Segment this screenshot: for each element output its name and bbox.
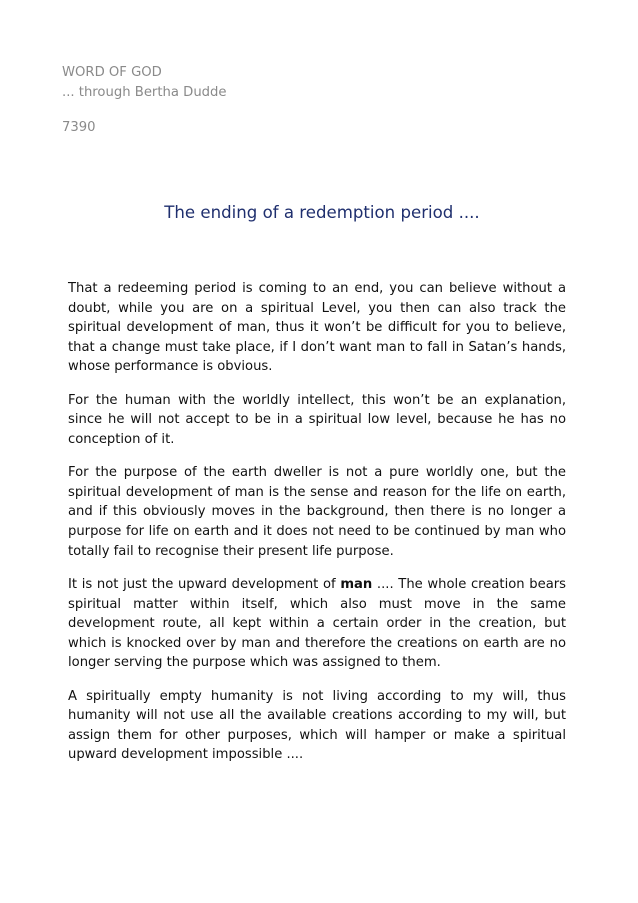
- paragraph-3: For the purpose of the earth dweller is not a pure worldly one, but the spiritual development of man is the sense and reason for the life on earth, and if this obviously moves in the background, then there is no longer a purpose for life on earth and it does not need to be continued by man who totally fail to recognise their present life purpose.: [68, 465, 566, 559]
- page-title: [0, 200, 638, 226]
- paragraph-2: For the human with the worldly intellect, this won’t be an explanation, since he will not accept to be in a spiritual low level, because he has no conception of it.: [68, 392, 566, 447]
- header-author: ... through Bertha Dudde: [62, 85, 227, 100]
- header-title: WORD OF GOD: [62, 65, 162, 80]
- paragraph-1: That a redeeming period is coming to an end, you can believe without a doubt, while you are on a spiritual Level, you then can also track the spiritual development of man, thus it won’t be difficult for you to believe, that a change must take place, if I don’t want man to fall in Satan’s hands, whose performance is obvious.: [68, 281, 566, 375]
- paragraph-4-rest: .... The whole creation bears spiritual matter within itself, which also must move in the same development route, all kept within a certain order in the creation, but which is knocked over by man and therefore the creations on earth are no longer serving the purpose which was assigned to them.: [68, 577, 566, 671]
- document-header: [62, 63, 227, 103]
- document-number: 7390: [62, 120, 96, 135]
- paragraph-4-start: It is not just the upward development of: [68, 577, 341, 593]
- page-title-text: The ending of a redemption period ....: [164, 203, 480, 222]
- paragraph-4: [68, 575, 566, 673]
- paragraph-4-bold-word: man: [340, 577, 373, 593]
- paragraph-5: A spiritually empty humanity is not living according to my will, thus humanity will not use all the available creations according to my will, but assign them for other purposes, which will hamper or make a spiritual upward development impossible ....: [68, 688, 566, 763]
- document-body: [68, 279, 566, 779]
